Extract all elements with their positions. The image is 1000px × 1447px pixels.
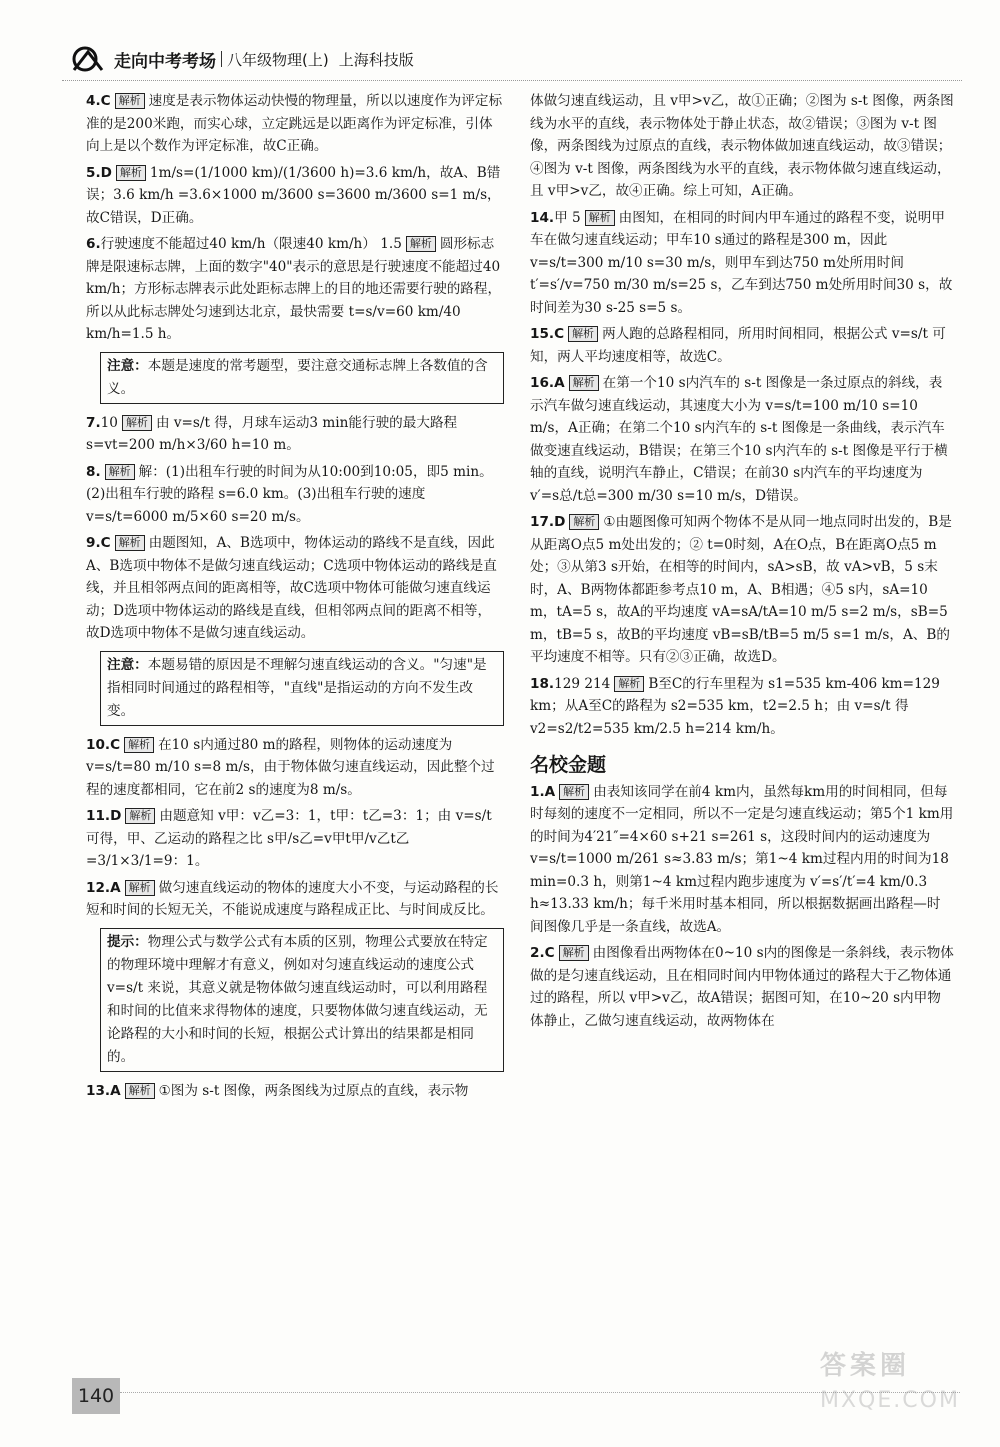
book-subtitle: 八年级物理(上) — [227, 50, 329, 69]
note-box — [100, 352, 504, 404]
answer-item — [86, 412, 504, 457]
analysis-tag: 解析 — [105, 464, 135, 480]
watermark-url: MXQE.COM — [820, 1388, 960, 1413]
analysis-tag: 解析 — [406, 236, 436, 252]
answer-item — [86, 162, 504, 230]
answer-number: 13.A — [86, 1082, 121, 1099]
right-column — [530, 90, 954, 1036]
answer-number: 16.A — [530, 375, 565, 391]
answer-number: 11.D — [86, 808, 122, 824]
analysis-tag: 解析 — [115, 535, 145, 551]
analysis-text: 由 v=s/t 得，月球车运动3 min能行驶的最大路程 s=vt=200 m/h×3/60 h=10 m。 — [86, 414, 458, 453]
analysis-tag: 解析 — [116, 165, 146, 181]
analysis-text: 在10 s内通过80 m的路程，则物体的运动速度为 v=s/t=80 m/10 s=8 m/s，由于物体做匀速直线运动，因此整个过程的速度都相同，它在前2 s的速度为8 m/s。 — [86, 736, 495, 798]
answer-item — [530, 90, 954, 203]
note-box — [100, 651, 504, 726]
answer-item — [86, 532, 504, 645]
note-label: 注意： — [107, 656, 148, 673]
publisher-logo-icon — [70, 44, 106, 74]
watermark-text: 答案圈 — [820, 1351, 911, 1381]
note-label: 提示： — [107, 933, 148, 950]
analysis-tag: 解析 — [125, 1083, 155, 1099]
answer-value: 行驶速度不能超过40 km/h（限速40 km/h） 1.5 — [100, 236, 402, 252]
answer-number: 18. — [530, 675, 555, 692]
analysis-tag: 解析 — [569, 375, 599, 391]
book-title: 走向中考考场 — [114, 51, 216, 72]
answer-item — [530, 207, 954, 320]
analysis-tag: 解析 — [115, 93, 145, 109]
answer-number: 1.A — [530, 783, 556, 800]
answer-item — [86, 461, 504, 529]
watermark — [820, 1345, 980, 1440]
analysis-text: ①图为 s-t 图像，两条图线为过原点的直线，表示物 — [158, 1082, 469, 1099]
answer-number: 5.D — [86, 164, 112, 181]
analysis-text: 由题图知，A、B选项中，物体运动的路线不是直线，因此A、B选项中物体不是做匀速直线运动；C选项中物体运动的路线是直线，并且相邻两点间的距离相等，故C选项中物体可能做匀速直线运动；D选项中物体运动的路线是直线，但相邻两点间的距离不相等，故D选项中物体不是做匀速直线运动。 — [86, 535, 497, 641]
answer-number: 2.C — [530, 945, 555, 961]
answer-item — [530, 323, 954, 368]
note-text: 本题是速度的常考题型，要注意交通标志牌上各数值的含义。 — [107, 357, 488, 397]
answer-number: 15.C — [530, 326, 565, 342]
analysis-text: 由图知，在相同的时间内甲车通过的路程不变，说明甲车在做匀速直线运动；甲车10 s通过的路程是300 m，因此 v=s/t=300 m/10 s=30 m/s，则甲车到达750 m处所用时间 t′=s′/v=750 m/30 m/s=25 s，乙车到达750 m处所用时间30 s，故时间差为30 s-25 s=5 s。 — [530, 209, 953, 316]
answer-number: 4.C — [86, 93, 111, 109]
answer-item — [530, 942, 954, 1032]
answer-number: 12.A — [86, 879, 121, 896]
analysis-text: 体做匀速直线运动，且 v甲>v乙，故①正确；②图为 s-t 图像，两条图线为水平的直线，表示物体处于静止状态，故②错误；③图为 v-t 图像，两条图线为过原点的直线，表示物体做加速直线运动，故③错误；④图为 v-t 图像，两条图线为水平的直线，表示物体做匀速直线运动，且 v甲>v乙，故④正确。综上可知，A正确。 — [530, 93, 954, 199]
answer-number: 14. — [530, 209, 555, 226]
analysis-tag: 解析 — [124, 737, 154, 753]
analysis-text: 由题意知 v甲：v乙=3：1，t甲：t乙=3：1；由 v=s/t 可得，甲、乙运动的路程之比 s甲/s乙=v甲t甲/v乙t乙=3/1×3/1=9：1。 — [86, 808, 492, 869]
answer-item — [86, 734, 504, 802]
analysis-tag: 解析 — [614, 676, 644, 692]
note-text: 物理公式与数学公式有本质的区别，物理公式要放在特定的物理环境中理解才有意义，例如对匀速直线运动的速度公式 v=s/t 来说，其意义就是物体做匀速直线运动时，可以利用路程和时间的比值来求得物体的速度，只要物体做匀速直线运动，无论路程的大小和时间的长短，根据公式计算出的结果都是相同的。 — [107, 933, 488, 1065]
analysis-tag: 解析 — [125, 808, 155, 824]
answer-item — [86, 90, 504, 158]
analysis-text: 圆形标志牌是限速标志牌，上面的数字"40"表示的意思是行驶速度不能超过40 km/h；方形标志牌表示此处距标志牌上的目的地还需要行驶的路程，所以从此标志牌处匀速到达北京，最快需要 t=s/v=60 km/40 km/h=1.5 h。 — [86, 236, 502, 342]
answer-item — [530, 781, 954, 939]
analysis-text: 做匀速直线运动的物体的速度大小不变，与运动路程的长短和时间的长短无关，不能说成速度与路程成正比、与时间成反比。 — [86, 879, 499, 918]
header-divider — [221, 51, 222, 67]
answer-number: 17.D — [530, 514, 566, 530]
answer-value: 10 — [100, 414, 118, 431]
analysis-text: 由表知该同学在前4 km内，虽然每km用的时间相同，但每时每刻的速度不一定相同，所以不一定是匀速直线运动；第5个1 km用的时间为4′21″=4×60 s+21 s=261 s，这段时间内的运动速度为 v=s/t=1000 m/261 s≈3.83 m/s；第1~4 km过程内用的时间为18 min=0.3 h，则第1~4 km过程内跑步速度为 v′=s′/t′=4 km/0.3 h≈13.33 km/h；每千米用时基本相同，所以根据数据画出路程—时间图像几乎是一条直线，故选A。 — [530, 783, 954, 935]
page-number: 140 — [72, 1378, 120, 1414]
answer-number: 8. — [86, 463, 101, 480]
answer-value: 129 214 — [554, 675, 611, 692]
analysis-text: 两人跑的总路程相同，所用时间相同，根据公式 v=s/t 可知，两人平均速度相等，故选C。 — [530, 326, 946, 365]
answer-item — [530, 372, 954, 507]
analysis-text: 速度是表示物体运动快慢的物理量，所以以速度作为评定标准的是200米跑，而实心球，立定跳远是以距离作为评定标准，引体向上是以个数作为评定标准，故C正确。 — [86, 93, 503, 154]
answer-item — [530, 673, 954, 741]
note-text: 本题易错的原因是不理解匀速直线运动的含义。"匀速"是指相同时间通过的路程相等，"直线"是指运动的方向不发生改变。 — [107, 656, 487, 719]
answer-number: 6. — [86, 236, 101, 252]
analysis-text: 在第一个10 s内汽车的 s-t 图像是一条过原点的斜线，表示汽车做匀速直线运动，其速度大小为 v=s/t=100 m/10 s=10 m/s，A正确；在第二个10 s内汽车的 s-t 图像是一条曲线，表示汽车做变速直线运动，B错误；在第三个10 s内汽车的 s-t 图像是平行于横轴的直线，说明汽车静止，C错误；在前30 s内汽车的平均速度为 v′=s总/t总=300 m/30 s=10 m/s，D错误。 — [530, 375, 948, 504]
analysis-tag: 解析 — [125, 880, 155, 896]
answer-number: 10.C — [86, 736, 121, 753]
left-column — [86, 90, 504, 1106]
page-header — [70, 42, 414, 76]
analysis-tag: 解析 — [569, 514, 599, 530]
analysis-tag: 解析 — [122, 415, 152, 431]
section-title: 名校金题 — [530, 754, 607, 776]
answer-number: 9.C — [86, 535, 111, 551]
analysis-text: 由图像看出两物体在0~10 s内的图像是一条斜线，表示物体做的是匀速直线运动，且在相同时间内甲物体通过的路程大于乙物体通过的路程，所以 v甲>v乙，故A错误；据图可知，在10~20 s内甲物体静止，乙做匀速直线运动，故两物体在 — [530, 945, 954, 1029]
answer-item — [86, 1080, 504, 1103]
answer-item — [86, 805, 504, 873]
answer-item — [86, 233, 504, 346]
answer-item — [86, 877, 504, 922]
analysis-tag: 解析 — [585, 210, 615, 226]
answer-value: 甲 5 — [554, 209, 581, 226]
publisher-name: 上海科技版 — [338, 50, 414, 69]
analysis-text: B至C的行车里程为 s1=535 km-406 km=129 km；从A至C的路程为 s2=535 km，t2=2.5 h；由 v=s/t 得 v2=s2/t2=535 km/2.5 h=214 km/h。 — [530, 675, 940, 737]
analysis-text: 1m/s=(1/1000 km)/(1/3600 h)=3.6 km/h，故A、B错误；3.6 km/h =3.6×1000 m/3600 s=3600 m/3600 s=1 m/s，故C错误，D正确。 — [86, 164, 501, 226]
analysis-tag: 解析 — [559, 945, 589, 961]
note-label: 注意： — [107, 357, 148, 374]
answer-item — [530, 511, 954, 669]
header-rule — [62, 80, 962, 81]
analysis-tag: 解析 — [568, 326, 598, 342]
analysis-text: 解：(1)出租车行驶的时间为从10:00到10:05，即5 min。(2)出租车行驶的路程 s=6.0 km。(3)出租车行驶的速度 v=s/t=6000 m/5×60 s=20 m/s。 — [86, 463, 493, 525]
note-box — [100, 928, 504, 1072]
analysis-tag: 解析 — [559, 784, 589, 800]
answer-number: 7. — [86, 414, 101, 431]
analysis-text: ①由题图像可知两个物体不是从同一地点同时出发的，B是从距离O点5 m处出发的；② t=0时刻，A在O点，B在距离O点5 m处；③从第3 s开始，在相等的时间内，sA>sB，故 vA>vB，5 s末时，A、B两物体都距参考点10 m，A、B相遇；④5 s内，sA=10 m，tA=5 s，故A的平均速度 vA=sA/tA=10 m/5 s=2 m/s，sB=5 m，tB=5 s，故B的平均速度 vB=sB/tB=5 m/5 s=1 m/s，A、B的平均速度不相等。只有②③正确，故选D。 — [530, 514, 952, 665]
